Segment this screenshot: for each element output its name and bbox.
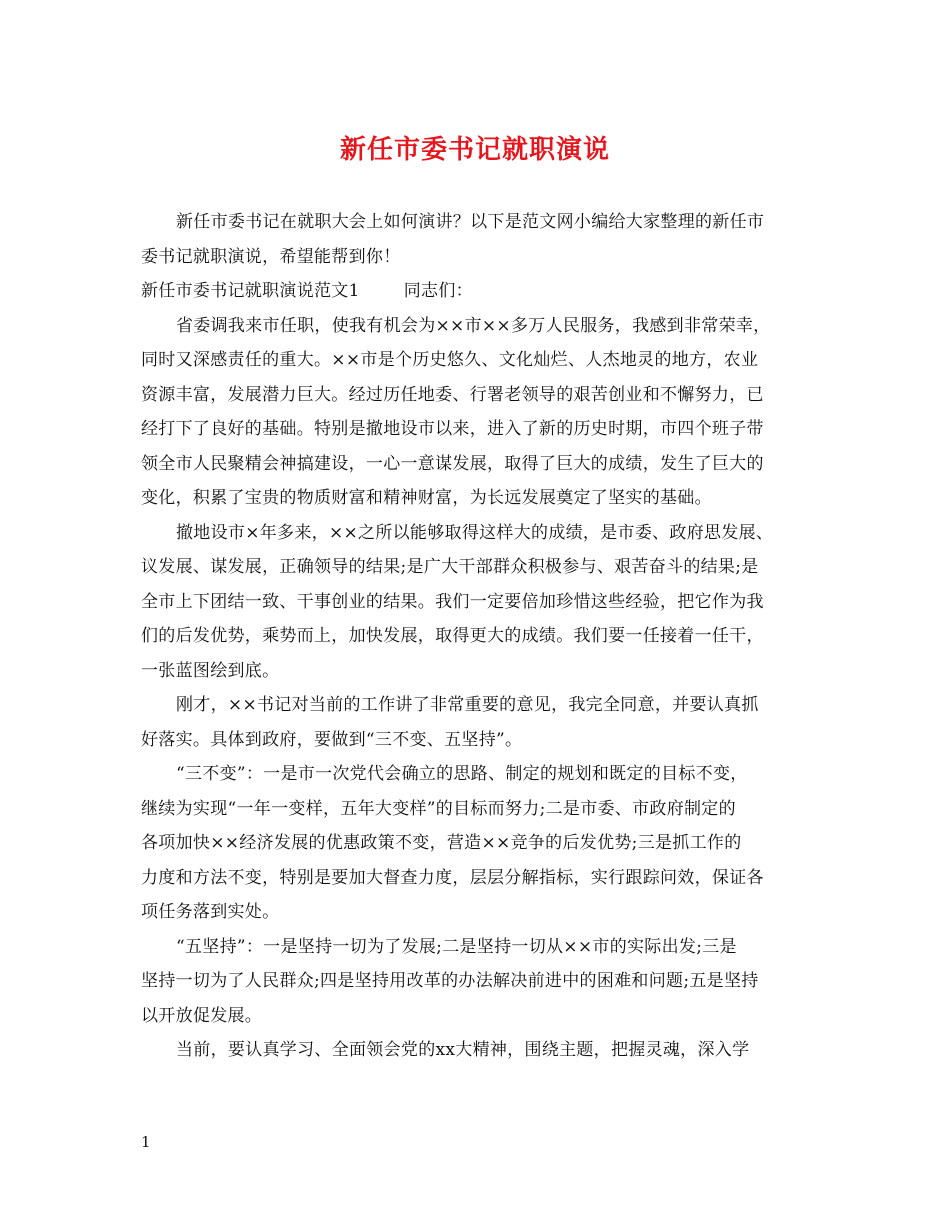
section-heading: 新任市委书记就职演说范文1: [141, 281, 360, 301]
text-line: 变化，积累了宝贵的物质财富和精神财富，为长远发展奠定了坚实的基础。: [141, 488, 712, 508]
text-line: 同时又深感责任的重大。××市是个历史悠久、文化灿烂、人杰地灵的地方，农业: [141, 350, 759, 370]
document-body: [141, 205, 831, 1068]
text-line: 当前，要认真学习、全面领会党的xx大精神，围绕主题，把握灵魂，深入学: [176, 1040, 750, 1060]
text-line: 以开放促发展。: [141, 1005, 263, 1026]
text-line: 刚才，××书记对当前的工作讲了非常重要的意见，我完全同意，并要认真抓: [176, 695, 759, 715]
text-line: 好落实。具体到政府，要做到“三不变、五坚持”。: [141, 729, 523, 750]
text-line: 资源丰富，发展潜力巨大。经过历任地委、行署老领导的艰苦创业和不懈努力，已: [141, 384, 764, 405]
text-line: 们的后发优势，乘势而上，加快发展，取得更大的成绩。我们要一任接着一任干，: [141, 626, 764, 646]
text-line: 坚持一切为了人民群众;四是坚持用改革的办法解决前进中的困难和问题;五是坚持: [141, 971, 759, 991]
text-line: 全市上下团结一致、干事创业的结果。我们一定要倍加珍惜这些经验，把它作为我: [141, 591, 764, 612]
text-line: 委书记就职演说，希望能帮到你！: [141, 246, 401, 267]
page-title: 新任市委书记就职演说: [339, 135, 610, 165]
text-line: 撤地设市×年多来，××之所以能够取得这样大的成绩，是市委、政府思发展、: [176, 522, 774, 543]
text-line: 力度和方法不变，特别是要加大督查力度，层层分解指标，实行跟踪问效，保证各: [141, 867, 764, 888]
salutation: 同志们：: [403, 281, 473, 301]
text-line: 议发展、谋发展，正确领导的结果;是广大干部群众积极参与、艰苦奋斗的结果;是: [141, 557, 759, 577]
text-line: 继续为实现“一年一变样，五年大变样”的目标而努力;二是市委、市政府制定的: [141, 798, 736, 819]
page-number: 1: [141, 1133, 151, 1151]
text-line-heading: [141, 274, 831, 309]
text-line: 一张蓝图绘到底。: [141, 660, 280, 681]
text-line: 领全市人民聚精会神搞建设，一心一意谋发展，取得了巨大的成绩，发生了巨大的: [141, 453, 764, 474]
text-line: 经打下了良好的基础。特别是撤地设市以来，进入了新的历史时期，市四个班子带: [141, 419, 764, 439]
text-line: 省委调我来市任职，使我有机会为××市××多万人民服务，我感到非常荣幸，: [176, 315, 771, 336]
text-line: 新任市委书记在就职大会上如何演讲？以下是范文网小编给大家整理的新任市: [176, 212, 765, 232]
text-line: “三不变”：一是市一次党代会确立的思路、制定的规划和既定的目标不变，: [176, 764, 748, 784]
text-line: “五坚持”：一是坚持一切为了发展;二是坚持一切从××市的实际出发;三是: [176, 936, 737, 957]
text-line: 各项加快××经济发展的优惠政策不变，营造××竞争的后发优势;三是抓工作的: [141, 833, 742, 853]
text-line: 项任务落到实处。: [141, 902, 280, 922]
